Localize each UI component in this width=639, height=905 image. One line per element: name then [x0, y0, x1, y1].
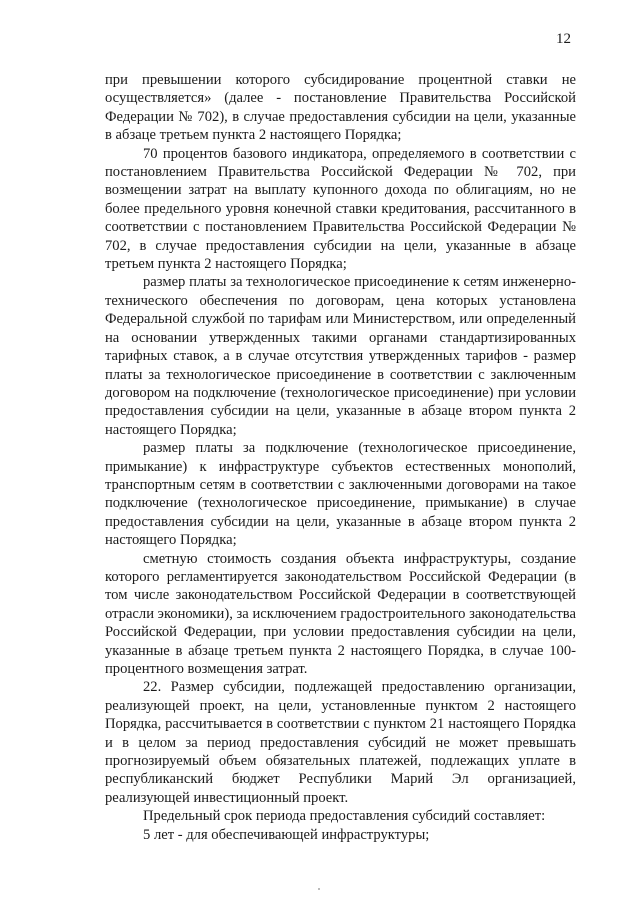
- paragraph-clause-22: 22. Размер субсидии, подлежащей предоставлению организации, реализующей проект, на цели, установленные пунктом 2 настоящего Порядка, рассчитывается в соответствии с пунктом 21 настоящего Порядка и в целом за период предоставления субсидий не может превышать прогнозируемый объем обязательных платежей, подлежащих уплате в республиканский бюджет Республики Марий Эл организацией, реализующей инвестиционный проект.: [105, 679, 576, 806]
- paragraph-estimated-cost: сметную стоимость создания объекта инфраструктуры, создание которого регламентируется законодательством Российской Федерации (в том числе законодательством Российской Федерации в соответствующей отрасли экономики), за исключением градостроительного законодательства Российской Федерации, при условии предоставления субсидии на цели, указанные в абзаце третьем пункта 2 настоящего Порядка, в случае 100-процентного возмещения затрат.: [105, 550, 576, 677]
- document-body: [105, 71, 576, 844]
- paragraph-tech-connection-fee: размер платы за технологическое присоединение к сетям инженерно-технического обеспечения по договорам, цена которых установлена Федеральной службой по тарифам или Министерством, или определенный на основании утвержденных такими органами стандартизированных тарифных ставок, а в случае отсутствия утвержденных тарифов - размер платы за технологическое присоединение в соответствии с заключенным договором на подключение (технологическое присоединение) при условии предоставления субсидии на цели, указанные в абзаце втором пункта 2 настоящего Порядка;: [105, 274, 576, 438]
- paragraph-subsidy-period: Предельный срок периода предоставления субсидий составляет:: [143, 808, 546, 825]
- paragraph-base-indicator: 70 процентов базового индикатора, определяемого в соответствии с постановлением Правительства Российской Федерации № 702, при возмещении затрат на выплату купонного дохода по облигациям, но не более предельного уровня конечной ставки кредитования, рассчитанного в соответствии с постановлением Правительства Российской Федерации № 702, в случае предоставления субсидии на цели, указанные в абзаце третьем пункта 2 настоящего Порядка;: [105, 145, 576, 273]
- paragraph-monopoly-connection-fee: размер платы за подключение (технологическое присоединение, примыкание) к инфраструктуре субъектов естественных монополий, транспортным сетям в соответствии с заключенными договорами на такое подключение (технологическое присоединение, примыкание) в случае предоставления субсидии на цели, указанные в абзаце втором пункта 2 настоящего Порядка;: [105, 440, 576, 549]
- paragraph-continuation: при превышении которого субсидирование процентной ставки не осуществляется» (далее - постановление Правительства Российской Федерации № 702), в случае предоставления субсидии на цели, указанные в абзаце третьем пункта 2 настоящего Порядка;: [105, 72, 576, 144]
- paragraph-infrastructure-term: 5 лет - для обеспечивающей инфраструктуры;: [143, 826, 430, 843]
- page-number: 12: [556, 31, 571, 47]
- scan-artifact: [318, 888, 320, 890]
